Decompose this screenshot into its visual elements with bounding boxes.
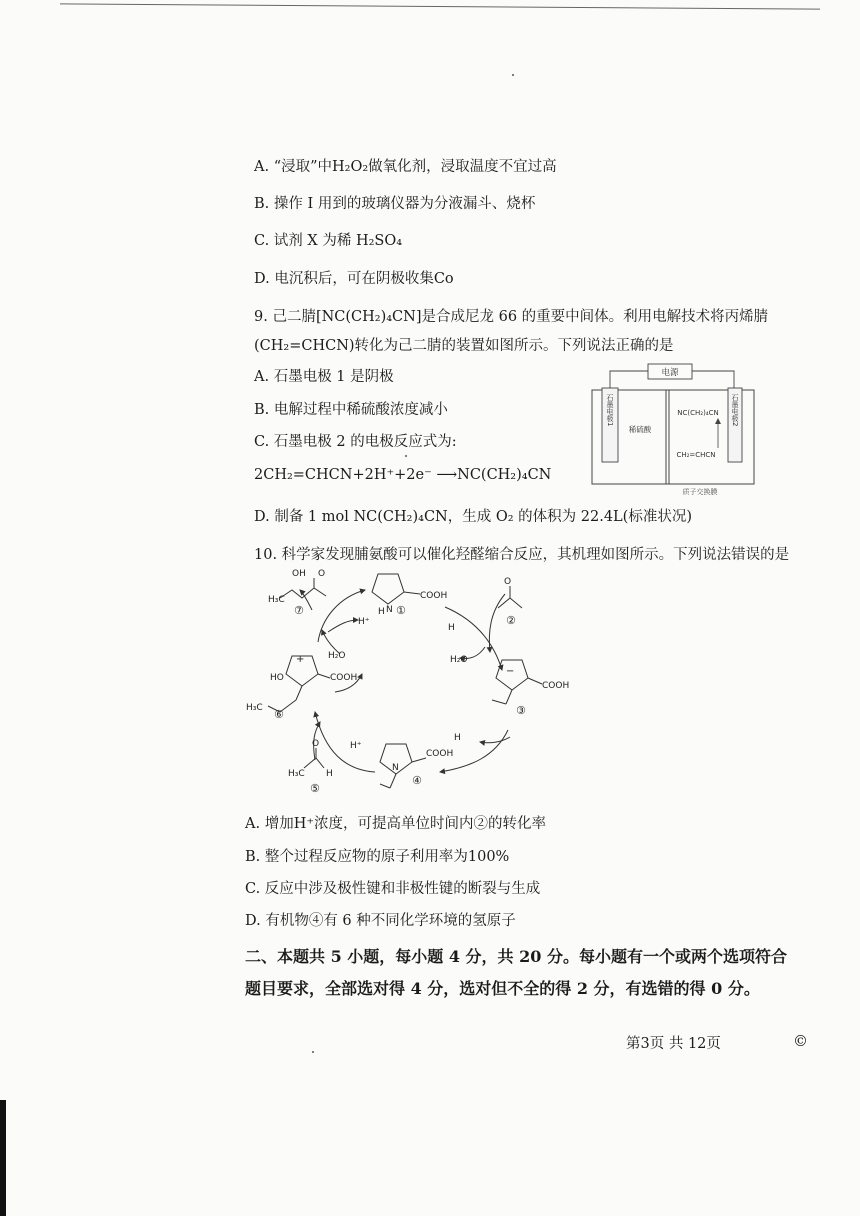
h3c-6: H₃C — [246, 703, 263, 713]
o-atom-7: O — [318, 569, 326, 579]
bond-3b — [506, 690, 512, 704]
wire-left — [610, 371, 648, 388]
proline-mechanism-diagram — [240, 562, 580, 808]
bond-4b — [390, 774, 396, 788]
label-compound-3: ③ — [516, 704, 526, 717]
acrylonitrile-label: CH₂=CHCN — [676, 451, 716, 459]
cooh-4: COOH — [426, 749, 454, 759]
q8-option-a: A. “浸取”中H₂O₂做氧化剂，浸取温度不宜过高 — [254, 159, 557, 175]
h-atom-1: H — [378, 607, 385, 617]
q9-stem-line2: (CH₂=CHCN)转化为己二腈的装置如图所示。下列说法正确的是 — [254, 338, 674, 354]
o-atom-2: O — [504, 577, 512, 587]
label-compound-7: ⑦ — [294, 604, 304, 617]
cooh-6: COOH — [330, 673, 358, 683]
scan-edge-shadow — [0, 1100, 6, 1216]
dilute-sulfuric-acid-label: 稀硫酸 — [628, 425, 652, 434]
cooh-3: COOH — [542, 681, 570, 691]
h-label-right: H — [448, 623, 455, 633]
label-compound-1: ① — [396, 604, 406, 617]
water-label-left: H₂O — [328, 651, 346, 661]
q9-option-c-equation: 2CH₂=CHCN+2H⁺+2e⁻ ⟶NC(CH₂)₄CN — [254, 467, 552, 483]
electrolysis-cell-diagram — [588, 360, 764, 500]
wire-right — [692, 371, 734, 388]
q8-option-b: B. 操作 I 用到的玻璃仪器为分液漏斗、烧杯 — [254, 196, 536, 212]
q8-option-d: D. 电沉积后，可在阴极收集Co — [254, 271, 454, 287]
adiponitrile-label: NC(CH₂)₄CN — [677, 409, 719, 417]
acetone-2-chain — [498, 598, 522, 608]
arrow-hplus-out-top — [328, 620, 358, 632]
n-atom-4: N — [392, 763, 399, 773]
scan-speck — [405, 455, 407, 457]
section-2-heading-line2: 题目要求，全部选对得 4 分，选对但不全的得 2 分，有选错的得 0 分。 — [245, 979, 760, 998]
scan-edge-line — [60, 3, 820, 9]
q9-stem-line1: 9. 己二腈[NC(CH₂)₄CN]是合成尼龙 66 的重要中间体。利用电解技术将丙烯腈 — [254, 309, 769, 325]
section-2-heading-line1: 二、本题共 5 小题，每小题 4 分，共 20 分。每小题有一个或两个选项符合 — [245, 947, 787, 966]
label-compound-6: ⑥ — [274, 708, 284, 721]
h-atom-5: H — [326, 769, 333, 779]
graphite-electrode-2-label: 石墨电极2 — [731, 394, 739, 427]
q8-option-c: C. 试剂 X 为稀 H₂SO₄ — [254, 233, 403, 249]
bond-4c — [380, 784, 390, 788]
hplus-label-bottom: H⁺ — [350, 741, 362, 751]
label-compound-5: ⑤ — [310, 782, 320, 795]
minus-charge-3: − — [506, 666, 515, 677]
q10-stem: 10. 科学家发现脯氨酸可以催化羟醛缩合反应，其机理如图所示。下列说法错误的是 — [254, 547, 790, 563]
q10-option-b: B. 整个过程反应物的原子利用率为100% — [245, 849, 510, 865]
acetaldehyde-5-chain — [304, 758, 324, 768]
bond-6 — [318, 674, 330, 678]
q9-option-d: D. 制备 1 mol NC(CH₂)₄CN，生成 O₂ 的体积为 22.4L(标准状况) — [254, 509, 692, 525]
bond-3c — [492, 700, 506, 704]
conversion-arrowhead — [715, 418, 721, 424]
graphite-electrode-1-label: 石墨电极1 — [606, 394, 614, 427]
cycle-arrow-6-to-1 — [318, 590, 365, 642]
scan-speck — [512, 74, 514, 76]
label-compound-4: ④ — [412, 774, 422, 787]
q10-option-d: D. 有机物④有 6 种不同化学环境的氢原子 — [245, 913, 516, 929]
page-number: 第3页 共 12页 — [626, 1036, 721, 1052]
water-label-right: H₂O — [450, 655, 468, 665]
q10-option-a: A. 增加H⁺浓度，可提高单位时间内②的转化率 — [245, 816, 546, 832]
hplus-label-top: H⁺ — [358, 617, 370, 627]
arrow-h-out — [480, 737, 510, 743]
h-label-bottom: H — [454, 733, 461, 743]
n-atom-1: N — [386, 605, 393, 615]
q9-option-a: A. 石墨电极 1 是阴极 — [254, 369, 394, 385]
q9-option-b: B. 电解过程中稀硫酸浓度减小 — [254, 402, 448, 418]
q10-option-c: C. 反应中涉及极性键和非极性键的断裂与生成 — [245, 881, 541, 897]
cooh-1: COOH — [420, 591, 448, 601]
bond-3 — [528, 678, 542, 684]
scan-speck — [312, 1051, 314, 1053]
label-compound-2: ② — [506, 614, 516, 627]
ho-6: HO — [270, 673, 284, 683]
proline-ring-1 — [372, 574, 404, 604]
bond-1 — [404, 592, 420, 594]
oh-7: OH — [292, 569, 306, 579]
bond-6b — [296, 686, 302, 700]
power-source-label: 电源 — [661, 368, 679, 378]
h3c-5: H₃C — [288, 769, 305, 779]
copyright-mark: © — [793, 1032, 808, 1050]
arrow-compound-2-in — [489, 594, 505, 652]
bond-4 — [412, 758, 426, 762]
proton-exchange-membrane-label: 质子交换膜 — [682, 488, 718, 496]
plus-charge-6: + — [296, 654, 305, 665]
q9-option-c: C. 石墨电极 2 的电极反应式为: — [254, 434, 457, 450]
h3c-7: H₃C — [268, 595, 285, 605]
cycle-arrow-4-to-6 — [315, 712, 375, 772]
o-atom-5: O — [312, 739, 320, 749]
